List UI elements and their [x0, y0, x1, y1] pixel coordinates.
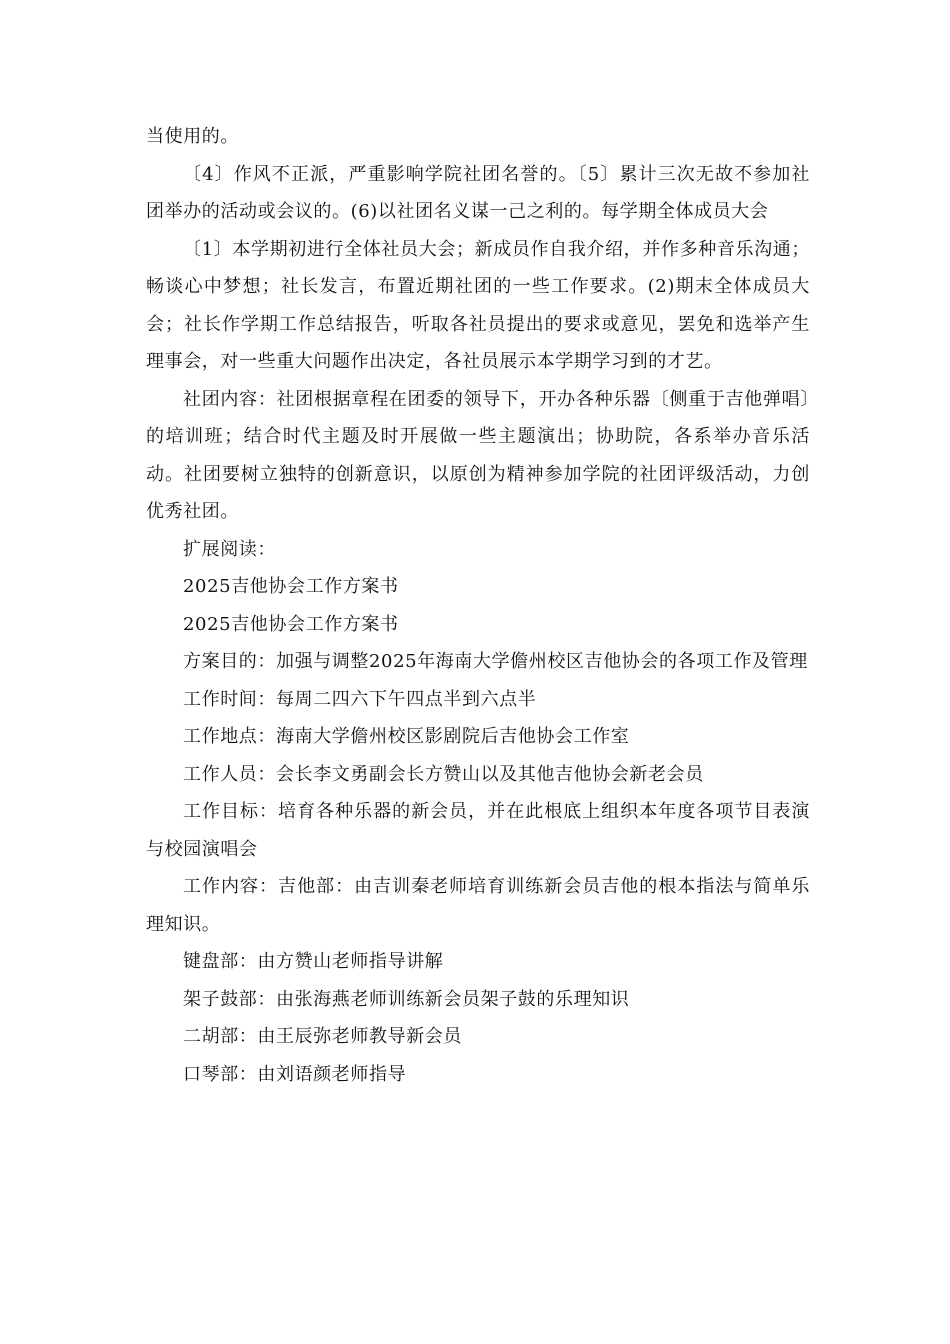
paragraph: 方案目的：加强与调整2025年海南大学儋州校区吉他协会的各项工作及管理	[183, 651, 808, 672]
paragraph: 架子鼓部：由张海燕老师训练新会员架子鼓的乐理知识	[183, 988, 630, 1010]
paragraph: 〔1〕本学期初进行全体社员大会；新成员作自我介绍，并作多种音乐沟通；畅谈心中梦想；社长发言，布置近期社团的一些工作要求。(2)期末全体成员大会；社长作学期工作总结报告，听取各社员提出的要求或意见，罢免和选举产生理事会，对一些重大问题作出决定，各社员展示本学期学习到的才艺。	[146, 238, 810, 372]
paragraph: 社团内容：社团根据章程在团委的领导下，开办各种乐器〔侧重于吉他弹唱〕的培训班；结合时代主题及时开展做一些主题演出；协助院，各系举办音乐活动。社团要树立独特的创新意识，以原创为精神参加学院的社团评级活动，力创优秀社团。	[146, 388, 810, 522]
paragraph: 〔4〕作风不正派，严重影响学院社团名誉的。〔5〕累计三次无故不参加社团举办的活动或会议的。(6)以社团名义谋一己之利的。每学期全体成员大会	[146, 163, 810, 222]
document-body	[146, 118, 810, 1093]
paragraph: 2025吉他协会工作方案书	[183, 576, 399, 597]
paragraph: 扩展阅读：	[183, 538, 276, 560]
paragraph: 工作人员：会长李文勇副会长方赞山以及其他吉他协会新老会员	[183, 763, 704, 785]
paragraph: 工作时间：每周二四六下午四点半到六点半	[183, 688, 537, 710]
paragraph: 二胡部：由王辰弥老师教导新会员	[183, 1026, 462, 1047]
paragraph: 2025吉他协会工作方案书	[183, 613, 399, 635]
paragraph: 工作内容：吉他部：由吉训秦老师培育训练新会员吉他的根本指法与简单乐理知识。	[146, 876, 810, 935]
paragraph: 口琴部：由刘语颜老师指导	[183, 1063, 407, 1085]
paragraph: 工作目标：培育各种乐器的新会员，并在此根底上组织本年度各项节目表演与校园演唱会	[146, 801, 810, 860]
paragraph: 工作地点：海南大学儋州校区影剧院后吉他协会工作室	[183, 726, 630, 747]
paragraph: 当使用的。	[146, 126, 239, 147]
paragraph: 键盘部：由方赞山老师指导讲解	[183, 951, 444, 972]
